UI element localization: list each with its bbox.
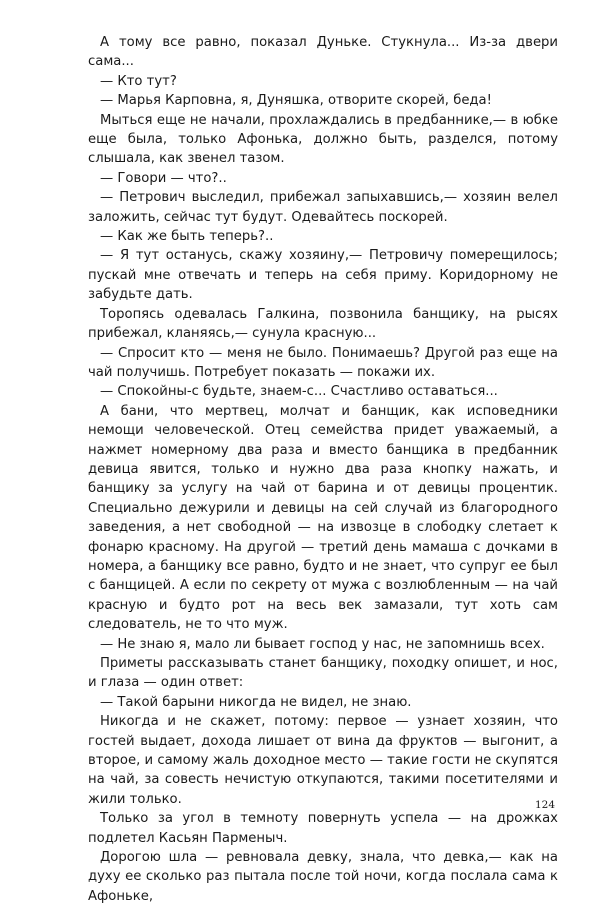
paragraph: — Такой барыни никогда не видел, не знаю. xyxy=(100,694,412,710)
paragraph: — Не знаю я, мало ли бывает господ у нас, не запомнишь всех. xyxy=(100,636,545,652)
paragraph: Только за угол в темноту повернуть успела — на дрожках подлетел Касьян Парменыч. xyxy=(88,811,558,846)
paragraph: — Кто тут? xyxy=(100,73,177,89)
page-body xyxy=(88,33,558,906)
paragraph: — Я тут останусь, скажу хозяину,— Петровичу померещилось; пускай мне отвечать и теперь на себя приму. Коридорному не забудьте дать. xyxy=(88,248,558,303)
paragraph: — Спокойны-с будьте, знаем-с... Счастливо оставаться... xyxy=(100,384,498,400)
paragraph: — Спросит кто — меня не было. Понимаешь? Другой раз еще на чай получишь. Потребует показать — покажи их. xyxy=(88,345,558,380)
paragraph: Мыться еще не начали, прохлаждались в предбаннике,— в юбке еще была, только Афонька, должно быть, разделся, потому слышала, как звенел тазом. xyxy=(88,112,558,167)
page-number: 124 xyxy=(534,799,555,811)
paragraph: — Как же быть теперь?.. xyxy=(100,229,274,245)
paragraph: А бани, что мертвец, молчат и банщик, как исповедники немощи человеческой. Отец семейства придет уважаемый, а нажмет номерному два раза и вместо банщика в предбанник девица явится, только и нужно два раза кнопку нажать, и банщику за услугу на чай от барина и от девицы процентик. Специально дежурили и девицы на сей случай из благородного заведения, а нет свободной — на извозце в слободку слетает к фонарю красному. На другой — третий день мамаша с дочками в номера, а банщику все равно, будто и не знает, что супруг ее был с банщицей. А если по секрету от мужа с возлюбленным — на чай красную и будто рот на весь век замазали, тут хоть сам следователь, не то что муж. xyxy=(88,403,558,633)
paragraph: Приметы рассказывать станет банщику, походку опишет, и нос, и глаза — один ответ: xyxy=(88,656,558,691)
paragraph: Торопясь одевалась Галкина, позвонила банщику, на рысях прибежал, кланяясь,— сунула красную... xyxy=(88,306,558,342)
paragraph: — Петрович выследил, прибежал запыхавшись,— хозяин велел заложить, сейчас тут будут. Одевайтесь поскорей. xyxy=(88,190,558,225)
paragraph: — Марья Карповна, я, Дуняшка, отворите скорей, беда! xyxy=(100,93,492,109)
paragraph: А тому все равно, показал Дуньке. Стукнула... Из-за двери сама... xyxy=(88,35,558,70)
paragraph: — Говори — что?.. xyxy=(100,170,227,186)
paragraph: Дорогою шла — ревновала девку, знала, что девка,— как на духу ее сколько раз пытала после той ночи, когда послала сама к Афоньке, xyxy=(88,850,558,904)
paragraph: Никогда и не скажет, потому: первое — узнает хозяин, что гостей выдает, дохода лишает от вина да фруктов — выгонит, а второе, и самому жаль доходное место — такие гости не скупятся на чай, за совесть нечистую откупаются, такими посетителями и жили только. xyxy=(88,714,558,807)
